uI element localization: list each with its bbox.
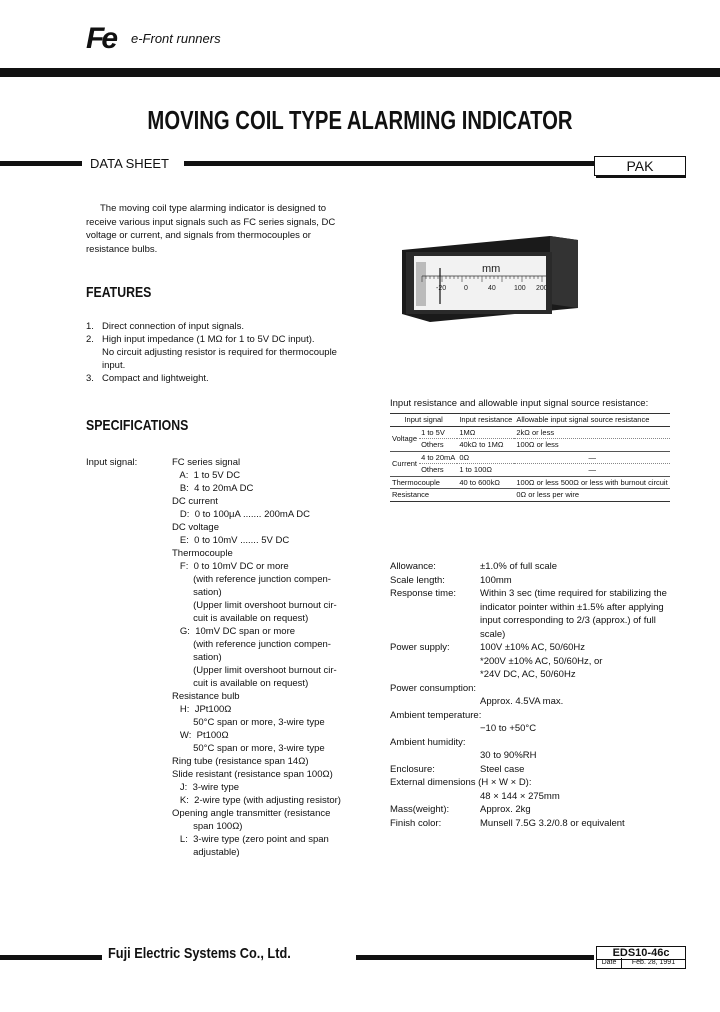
list-item: 2. High input impedance (1 MΩ for 1 to 5V DC input). bbox=[86, 334, 315, 345]
input-signal-line: 50°C span or more, 3-wire type bbox=[172, 743, 325, 754]
list-item: 3. Compact and lightweight. bbox=[86, 373, 209, 384]
spec-ambient-temp-label: Ambient temperature: bbox=[390, 709, 482, 721]
spec-ambient-temp-value: −10 to +50°C bbox=[480, 723, 537, 734]
footer-rule-mid bbox=[356, 955, 594, 960]
input-signal-line: span 100Ω) bbox=[172, 821, 243, 832]
scale-label: 40 bbox=[488, 285, 496, 292]
scale-label: 200 bbox=[536, 285, 548, 292]
scale-label: -20 bbox=[436, 285, 447, 292]
spec-scale-length: Scale length: 100mm bbox=[390, 574, 512, 586]
input-signal-line: DC voltage bbox=[172, 522, 219, 533]
input-signal-line: (with reference junction compen- bbox=[172, 574, 331, 585]
input-signal-line: Slide resistant (resistance span 100Ω) bbox=[172, 769, 333, 780]
input-signal-line: L: 3-wire type (zero point and span bbox=[172, 834, 329, 845]
spec-response-time: Response time: Within 3 sec (time required for stabilizing the indicator pointer within ±1.5% after applying input corresponding to 2/3 (approx.) of full scale) bbox=[390, 588, 667, 640]
input-signal-list bbox=[172, 456, 372, 859]
date-label: Date bbox=[597, 958, 622, 968]
input-signal-line: FC series signal bbox=[172, 457, 241, 468]
spec-mass: Mass(weight): Approx. 2kg bbox=[390, 804, 531, 815]
table-row: Others 40kΩ to 1MΩ 100Ω or less bbox=[390, 439, 670, 452]
input-signal-line: Thermocouple bbox=[172, 548, 233, 559]
resistance-table bbox=[390, 413, 670, 502]
indicator-side bbox=[550, 236, 578, 308]
table-header: Allowable input signal source resistance bbox=[514, 414, 670, 427]
spec-ambient-humidity-label: Ambient humidity: bbox=[390, 736, 466, 748]
indicator-dial bbox=[414, 256, 546, 310]
table-row: Thermocouple 40 to 600kΩ 100Ω or less 500Ω or less with burnout circuit bbox=[390, 476, 670, 489]
input-signal-line: G: 10mV DC span or more bbox=[172, 626, 296, 637]
product-image bbox=[400, 222, 580, 322]
spec-dimensions-label: External dimensions (H × W × D): bbox=[390, 777, 532, 788]
input-signal-line: adjustable) bbox=[172, 847, 240, 858]
features-list bbox=[86, 320, 376, 385]
spec-ambient-humidity-value: 30 to 90%RH bbox=[480, 750, 537, 761]
intro-paragraph: The moving coil type alarming indicator is designed to receive various input signals such as FC series signals, DC voltage or current, and signals from thermocouples or resistance bulbs. bbox=[86, 203, 336, 255]
specifications-heading: SPECIFICATIONS bbox=[86, 417, 189, 434]
spec-dimensions-value: 48 × 144 × 275mm bbox=[480, 790, 560, 802]
spec-power-consumption-value: Approx. 4.5VA max. bbox=[480, 696, 564, 707]
list-item: input. bbox=[102, 360, 126, 371]
model-badge: PAK bbox=[594, 156, 686, 176]
spec-allowance: Allowance: ±1.0% of full scale bbox=[390, 561, 558, 572]
input-signal-line: F: 0 to 10mV DC or more bbox=[172, 561, 289, 572]
input-signal-line: J: 3-wire type bbox=[172, 782, 240, 793]
table-row: Voltage 1 to 5V 1MΩ 2kΩ or less bbox=[392, 427, 555, 443]
spec-finish-color: Finish color: Munsell 7.5G 3.2/0.8 or equivalent bbox=[390, 817, 625, 829]
features-heading: FEATURES bbox=[86, 284, 152, 301]
table-header: Input resistance bbox=[457, 414, 514, 427]
scale-label: 0 bbox=[464, 285, 468, 292]
input-signal-line: Resistance bulb bbox=[172, 691, 240, 702]
input-signal-line: B: 4 to 20mA DC bbox=[172, 483, 254, 494]
list-item: No circuit adjusting resistor is required for thermocouple bbox=[102, 347, 337, 358]
list-item: 1. Direct connection of input signals. bbox=[86, 321, 245, 332]
spec-power-consumption-label: Power consumption: bbox=[390, 682, 477, 694]
input-signal-line: cuit is available on request) bbox=[172, 613, 309, 624]
input-signal-line: (Upper limit overshoot burnout cir- bbox=[172, 665, 337, 676]
unit-label: mm bbox=[482, 263, 501, 275]
footer-rule-left bbox=[0, 955, 102, 960]
spec-power-supply: Power supply: 100V ±10% AC, 50/60Hz *200V ±10% AC, 50/60Hz, or *24V DC, AC, 50/60Hz bbox=[390, 642, 603, 680]
data-sheet-label: DATA SHEET bbox=[90, 156, 169, 171]
input-signal-line: W: Pt100Ω bbox=[172, 730, 229, 741]
input-signal-line: (Upper limit overshoot burnout cir- bbox=[172, 600, 337, 611]
table-header: Input signal bbox=[390, 414, 457, 427]
input-signal-line: Opening angle transmitter (resistance bbox=[172, 808, 331, 819]
table-row: Current 4 to 20mA 0Ω — bbox=[390, 451, 670, 464]
input-signal-label: Input signal: bbox=[86, 457, 138, 468]
scale-label: 100 bbox=[514, 285, 526, 292]
table-caption: Input resistance and allowable input signal source resistance: bbox=[390, 398, 649, 409]
company-name: Fuji Electric Systems Co., Ltd. bbox=[108, 945, 291, 962]
table-row: Others 1 to 100Ω — bbox=[390, 464, 670, 477]
page-title: MOVING COIL TYPE ALARMING INDICATOR bbox=[147, 105, 573, 135]
logo-mark: Fe bbox=[86, 22, 116, 55]
input-signal-line: sation) bbox=[172, 652, 222, 663]
date-value: Feb. 28, 1991 bbox=[631, 959, 676, 966]
input-signal-line: 50°C span or more, 3-wire type bbox=[172, 717, 325, 728]
header-rule bbox=[0, 68, 720, 77]
section-rule-right bbox=[184, 161, 594, 166]
input-signal-line: Ring tube (resistance span 14Ω) bbox=[172, 756, 309, 767]
input-signal-line: E: 0 to 10mV ....... 5V DC bbox=[172, 535, 290, 546]
alarm-flag bbox=[416, 262, 426, 306]
input-signal-line: D: 0 to 100μA ....... 200mA DC bbox=[172, 509, 311, 520]
model-badge-shadow bbox=[596, 176, 686, 178]
input-signal-line: DC current bbox=[172, 496, 218, 507]
input-signal-line: (with reference junction compen- bbox=[172, 639, 331, 650]
logo bbox=[86, 24, 246, 54]
input-signal-line: H: JPt100Ω bbox=[172, 704, 232, 715]
spec-list-right bbox=[390, 560, 680, 830]
date-box bbox=[596, 958, 686, 969]
table-row: Resistance 0Ω or less per wire bbox=[390, 489, 670, 502]
spec-enclosure: Enclosure: Steel case bbox=[390, 763, 525, 775]
input-signal-line: cuit is available on request) bbox=[172, 678, 309, 689]
input-signal-line: sation) bbox=[172, 587, 222, 598]
input-signal-line: A: 1 to 5V DC bbox=[172, 470, 241, 481]
document-number: EDS10-46c bbox=[596, 946, 686, 960]
section-rule-left bbox=[0, 161, 82, 166]
logo-text: e-Front runners bbox=[131, 31, 221, 46]
input-signal-line: K: 2-wire type (with adjusting resistor) bbox=[172, 795, 341, 806]
